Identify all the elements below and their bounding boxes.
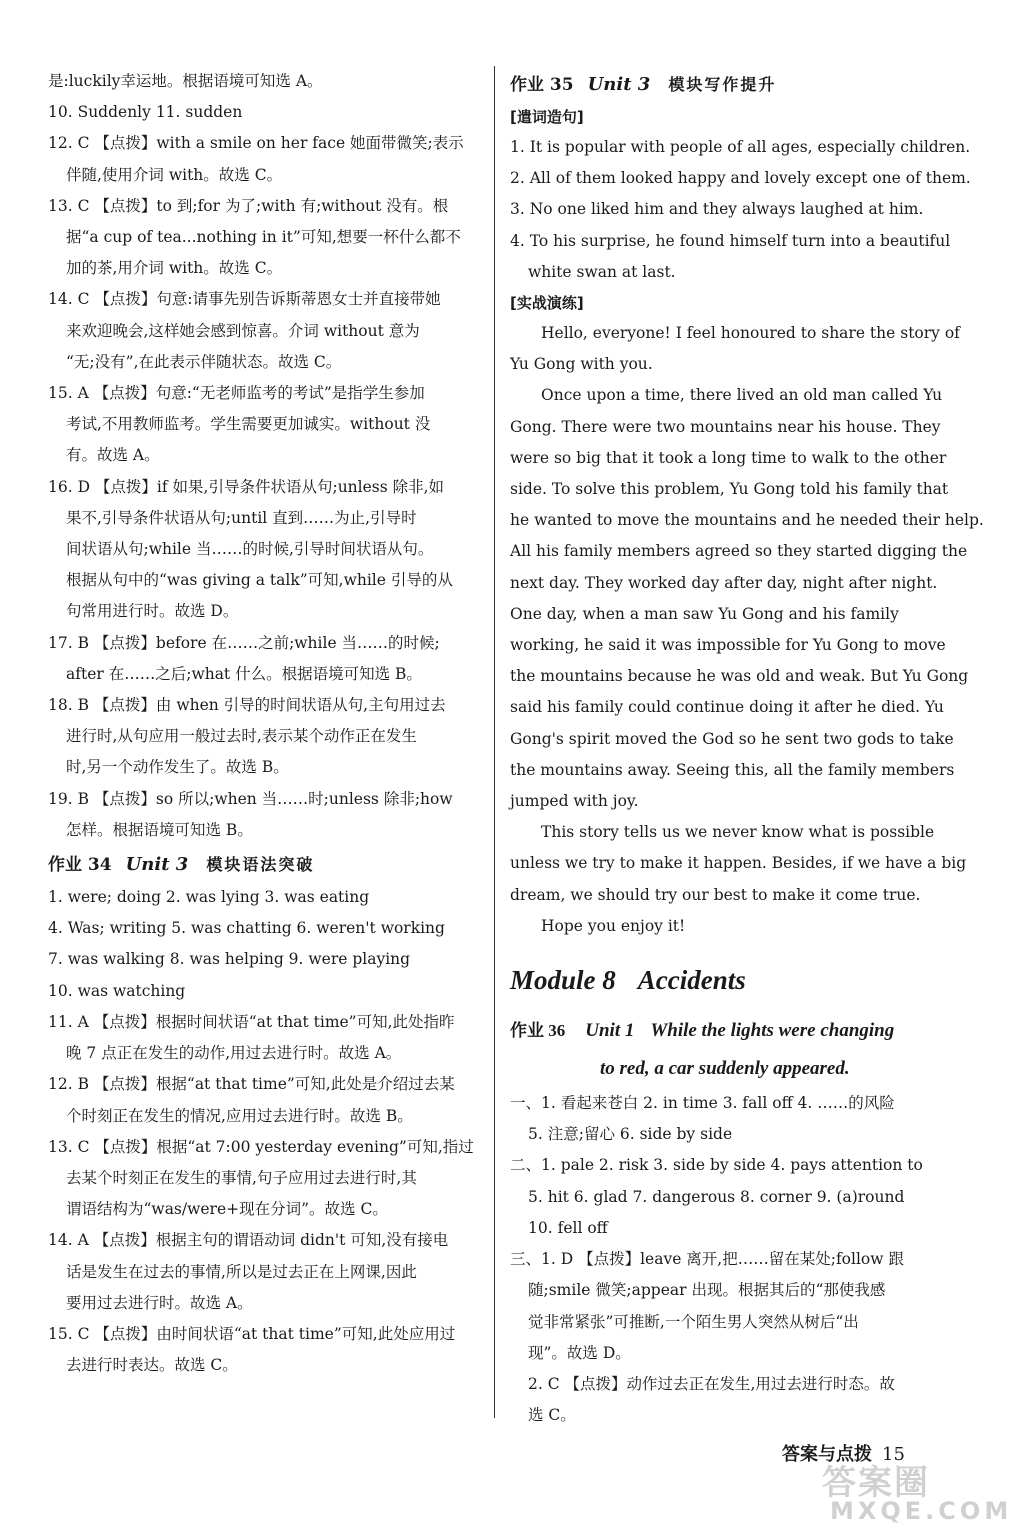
text-line: 加的茶,用介词 with。故选 C。	[66, 259, 283, 278]
text-line: 1. were; doing 2. was lying 3. was eating	[48, 888, 370, 907]
hw34-heading	[48, 848, 480, 882]
answers-hw33-continued	[48, 66, 480, 846]
hw36-title-line2: to red, a car suddenly appeared.	[600, 1058, 850, 1080]
hw36-label: 作业 36	[510, 1021, 566, 1041]
answers-hw36	[510, 1088, 942, 1431]
text-line: 12. B 【点拨】根据“at that time”可知,此处是介绍过去某	[48, 1075, 455, 1094]
text-line: 7. was walking 8. was helping 9. were playing	[48, 950, 411, 969]
hw35-topic: 模块写作提升	[668, 75, 777, 94]
hw36-title-line1: While the lights were changing	[650, 1020, 895, 1042]
text-line: 14. A 【点拨】根据主句的谓语动词 didn't 可知,没有接电	[48, 1231, 449, 1250]
watermark-url: MXQE.COM	[830, 1497, 1012, 1525]
text-line: 随;smile 微笑;appear 出现。根据其后的“那使我感	[528, 1281, 886, 1300]
text-line: 15. A 【点拨】句意:“无老师监考的考试”是指学生参加	[48, 384, 425, 403]
text-line: 11. A 【点拨】根据时间状语“at that time”可知,此处指昨	[48, 1012, 455, 1031]
watermark-logo	[822, 1455, 1012, 1533]
text-line: the mountains away. Seeing this, all the family members	[510, 760, 955, 779]
text-line: 伴随,使用介词 with。故选 C。	[66, 165, 283, 184]
hw35-unit: Unit 3	[587, 74, 651, 95]
text-line: 16. D 【点拨】if 如果,引导条件状语从句;unless 除非,如	[48, 477, 445, 496]
text-line: 15. C 【点拨】由时间状语“at that time”可知,此处应用过	[48, 1324, 456, 1343]
text-line: 选 C。	[528, 1406, 576, 1425]
text-line: 14. C 【点拨】句意:请事先别告诉斯蒂恩女士并直接带她	[48, 290, 441, 309]
text-line: All his family members agreed so they started digging the	[510, 542, 968, 561]
text-line: 4. Was; writing 5. was chatting 6. weren't working	[48, 919, 445, 938]
text-line: dream, we should try our best to make it come true.	[510, 885, 921, 904]
text-line: 考试,不用教师监考。学生需要更加诚实。without 没	[66, 415, 431, 434]
text-line: Gong's spirit moved the God so he sent two gods to take	[510, 729, 954, 748]
text-line: 13. C 【点拨】根据“at 7:00 yesterday evening”可知,指过	[48, 1137, 474, 1156]
section-tag-sentences: [遣词造句]	[510, 108, 584, 126]
watermark-text: 答案圈	[822, 1463, 930, 1503]
text-line: were so big that it took a long time to walk to the other	[510, 448, 947, 467]
footer-label: 答案与点拨	[782, 1444, 872, 1465]
text-line: 去某个时刻正在发生的事情,句子应用过去进行时,其	[66, 1168, 417, 1187]
module-name: Accidents	[637, 965, 746, 996]
text-line: side. To solve this problem, Yu Gong told his family that	[510, 480, 949, 499]
text-line: Hello, everyone! I feel honoured to share the story of	[541, 324, 960, 343]
answers-hw34	[48, 882, 480, 1381]
text-line: 1. It is popular with people of all ages, especially children.	[510, 138, 971, 156]
hw35-label: 作业 35	[510, 75, 574, 95]
text-line: Once upon a time, there lived an old man called Yu	[541, 386, 943, 405]
text-line: 觉非常紧张”可推断,一个陌生男人突然从树后“出	[528, 1312, 859, 1331]
text-line: 2. All of them looked happy and lovely except one of them.	[510, 169, 971, 188]
hw35-heading	[510, 68, 942, 102]
text-line: 时,另一个动作发生了。故选 B。	[66, 758, 289, 777]
text-line: 句常用进行时。故选 D。	[66, 602, 239, 621]
text-line: white swan at last.	[528, 262, 676, 281]
text-line: Hope you enjoy it!	[541, 916, 686, 935]
text-line: 13. C 【点拨】to 到;for 为了;with 有;without 没有。根	[48, 196, 449, 215]
text-line: 个时刻正在发生的情况,应用过去进行时。故选 B。	[66, 1106, 413, 1125]
text-line: unless we try to make it happen. Besides, if we have a big	[510, 854, 967, 873]
text-line: 根据从句中的“was giving a talk”可知,while 引导的从	[66, 571, 453, 590]
column-divider	[494, 66, 495, 1418]
page-number: 15	[882, 1444, 905, 1465]
text-line: 5. hit 6. glad 7. dangerous 8. corner 9. (a)round	[528, 1187, 905, 1206]
text-line: Yu Gong with you.	[510, 355, 653, 374]
text-line: 10. fell off	[528, 1218, 608, 1237]
text-line: next day. They worked day after day, night after night.	[510, 573, 938, 592]
hw34-label: 作业 34	[48, 855, 112, 876]
text-line: 3. No one liked him and they always laughed at him.	[510, 200, 924, 219]
section-tag-practice: [实战演练]	[510, 294, 584, 313]
text-line: 10. Suddenly 11. sudden	[48, 103, 243, 122]
hw36-heading	[510, 1012, 942, 1050]
text-line: 10. was watching	[48, 981, 186, 1000]
text-line: 据“a cup of tea...nothing in it”可知,想要一杯什么都不	[66, 228, 461, 247]
text-line: 三、1. D 【点拨】leave 离开,把……留在某处;follow 跟	[510, 1250, 904, 1269]
text-line: 2. C 【点拨】动作过去正在发生,用过去进行时态。故	[528, 1374, 895, 1393]
hw34-topic: 模块语法突破	[206, 855, 315, 875]
answers-sentences	[510, 132, 971, 288]
text-line: One day, when a man saw Yu Gong and his family	[510, 604, 899, 623]
text-line: 17. B 【点拨】before 在……之前;while 当……的时候;	[48, 633, 440, 652]
left-column	[48, 66, 480, 1381]
text-line: 5. 注意;留心 6. side by side	[528, 1125, 733, 1144]
text-line: working, he said it was impossible for Yu Gong to move	[510, 636, 946, 655]
text-line: 18. B 【点拨】由 when 引导的时间状语从句,主句用过去	[48, 696, 446, 715]
text-line: 进行时,从句应用一般过去时,表示某个动作正在发生	[66, 727, 417, 746]
module-title	[510, 948, 942, 1012]
text-line: 晚 7 点正在发生的动作,用过去进行时。故选 A。	[66, 1044, 402, 1063]
text-line: “无;没有”,在此表示伴随状态。故选 C。	[66, 352, 342, 371]
text-line: he wanted to move the mountains and he needed their help.	[510, 511, 984, 530]
text-line: 去进行时表达。故选 C。	[66, 1356, 238, 1375]
text-line: This story tells us we never know what is possible	[541, 823, 935, 842]
text-line: 现”。故选 D。	[528, 1343, 631, 1362]
hw34-unit: Unit 3	[125, 854, 189, 876]
right-column	[510, 66, 984, 1431]
text-line: 来欢迎晚会,这样她会感到惊喜。介词 without 意为	[66, 321, 420, 340]
text-line: 果不,引导条件状语从句;until 直到……为止,引导时	[66, 508, 417, 527]
text-line: said his family could continue doing it after he died. Yu	[510, 698, 944, 717]
essay-yu-gong	[510, 318, 984, 942]
text-line: 是:luckily幸运地。根据语境可知选 A。	[48, 72, 323, 90]
text-line: Gong. There were two mountains near his house. They	[510, 417, 941, 436]
text-line: jumped with joy.	[510, 792, 639, 811]
text-line: 有。故选 A。	[66, 446, 160, 465]
text-line: 间状语从句;while 当……的时候,引导时间状语从句。	[66, 540, 434, 559]
text-line: 19. B 【点拨】so 所以;when 当……时;unless 除非;how	[48, 789, 453, 808]
text-line: 二、1. pale 2. risk 3. side by side 4. pays attention to	[510, 1156, 923, 1175]
text-line: 一、1. 看起来苍白 2. in time 3. fall off 4. ……的风险	[510, 1094, 895, 1113]
text-line: 谓语结构为“was/were+现在分词”。故选 C。	[66, 1200, 388, 1219]
text-line: 要用过去进行时。故选 A。	[66, 1293, 253, 1312]
text-line: 12. C 【点拨】with a smile on her face 她面带微笑;表示	[48, 134, 464, 153]
text-line: 4. To his surprise, he found himself turn into a beautiful	[510, 231, 951, 250]
text-line: 话是发生在过去的事情,所以是过去正在上网课,因此	[66, 1262, 417, 1281]
text-line: the mountains because he was old and weak. But Yu Gong	[510, 667, 969, 686]
hw36-unit: Unit 1	[585, 1020, 635, 1042]
text-line: 怎样。根据语境可知选 B。	[66, 820, 253, 839]
module-number: Module 8	[510, 965, 616, 996]
text-line: after 在……之后;what 什么。根据语境可知选 B。	[66, 664, 422, 683]
